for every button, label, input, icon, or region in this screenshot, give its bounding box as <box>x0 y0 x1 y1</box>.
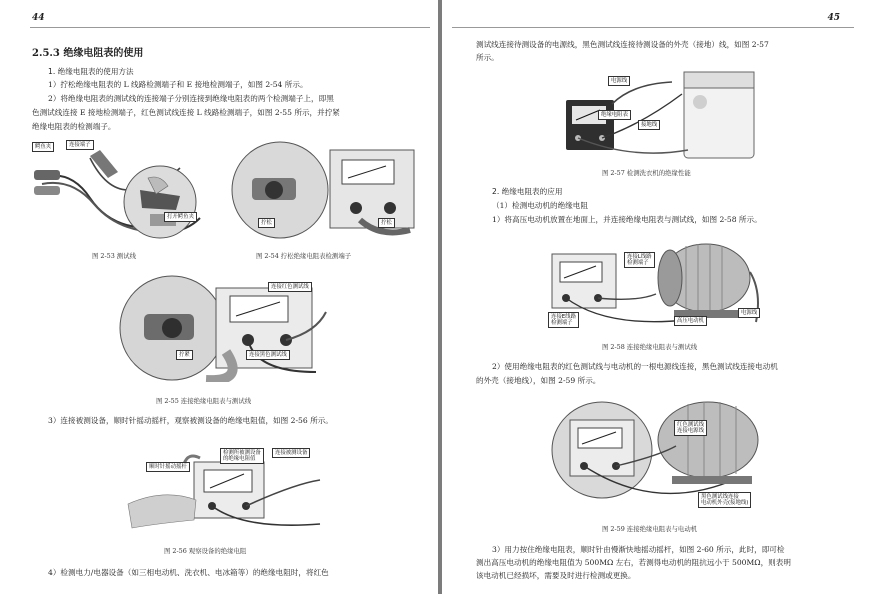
figure-loosen-terminals <box>230 138 426 242</box>
callout-red-lead: 连接红色测试线 <box>268 282 312 292</box>
callout-connector: 连接端子 <box>66 140 94 150</box>
page-number: 44 <box>32 13 45 23</box>
paragraph: 2）将绝缘电阻表的测试线的连接端子分别连接到绝缘电阻表的两个检测端子上，即黑 <box>48 94 334 103</box>
callout-loosen: 拧松 <box>378 218 395 228</box>
callout-l-terminal: 连接L线路 检测端子 <box>624 252 655 268</box>
callout-black-lead: 连接黑色测试线 <box>246 350 290 360</box>
callout-alligator-clip: 鳄鱼夹 <box>32 142 54 152</box>
callout-red-to-power: 红色测试线 连接电源线 <box>674 420 707 436</box>
figure-observe-resistance <box>124 444 328 532</box>
subheading: 2. 绝缘电阻表的应用 <box>492 187 563 196</box>
test-leads-illustration <box>30 138 216 242</box>
paragraph: 2）使用绝缘电阻表的红色测试线与电动机的一根电源线连接，黑色测试线连接电动机 <box>492 362 778 371</box>
callout-motor: 高压电动机 <box>674 316 707 326</box>
figure-caption: 图 2-57 检测洗衣机的绝缘性能 <box>602 169 691 177</box>
callout-tighten: 拧紧 <box>176 350 193 360</box>
paragraph: （1）检测电动机的绝缘电阻 <box>492 201 588 210</box>
figure-caption: 图 2-58 连接绝缘电阻表与测试线 <box>602 343 698 351</box>
washing-machine-illustration <box>552 64 770 164</box>
callout-e-terminal: 连接E线路 检测端子 <box>548 312 579 328</box>
paragraph: 色测试线连接 E 接地检测端子，红色测试线连接 L 线路检测端子，如图 2-55 所示，并拧紧 <box>32 108 340 117</box>
paragraph: 3）连接被测设备，顺时针摇动摇杆，观察被测设备的绝缘电阻值，如图 2-56 所示。 <box>48 416 333 425</box>
paragraph: 测出高压电动机的绝缘电阻值为 500MΩ 左右，若测得电动机的阻抗远小于 500MΩ，则表明 <box>476 558 791 567</box>
paragraph: 的外壳（接地线），如图 2-59 所示。 <box>476 376 601 385</box>
callout-open-clip: 打开鳄鱼夹 <box>164 212 197 222</box>
figure-caption: 图 2-55 连接绝缘电阻表与测试线 <box>156 397 252 405</box>
motor-megger-illustration <box>546 232 770 336</box>
callout-megger: 绝缘电阻表 <box>598 110 631 120</box>
header-rule <box>452 27 854 28</box>
figure-connect-motor <box>548 396 770 516</box>
callout-connect-device: 连接被测设备 <box>272 448 310 458</box>
figure-caption: 图 2-59 连接绝缘电阻表与电动机 <box>602 525 698 533</box>
section-heading: 2.5.3 绝缘电阻表的使用 <box>32 48 144 59</box>
subheading: 1. 绝缘电阻表的使用方法 <box>48 67 134 76</box>
figure-caption: 图 2-54 拧松绝缘电阻表检测端子 <box>256 252 352 260</box>
paragraph: 1）将高压电动机放置在地面上，并连接绝缘电阻表与测试线，如图 2-58 所示。 <box>492 215 762 224</box>
left-page <box>0 0 438 594</box>
paragraph: 3）用力按住绝缘电阻表，顺时针由慢渐快地摇动摇杆，如图 2-60 所示，此时，即可检 <box>492 545 785 554</box>
paragraph: 测试线连接待测设备的电源线，黑色测试线连接待测设备的外壳（接地）线，如图 2-57 <box>476 40 769 49</box>
figure-washing-machine <box>552 64 770 164</box>
paragraph: 4）检测电力/电器设备（如三相电动机、洗衣机、电冰箱等）的绝缘电阻时，将红色 <box>48 568 329 577</box>
figure-caption: 图 2-56 观察设备的绝缘电阻 <box>164 547 247 555</box>
paragraph: 所示。 <box>476 53 499 62</box>
page-number: 45 <box>827 13 840 23</box>
callout-loosen: 拧松 <box>258 218 275 228</box>
figure-caption: 图 2-53 测试线 <box>92 252 136 260</box>
figure-test-leads <box>30 138 216 242</box>
header-rule <box>30 27 430 28</box>
callout-power-cord: 电源线 <box>608 76 630 86</box>
paragraph: 该电动机已经损坏，需要及时进行检测或更换。 <box>476 571 636 580</box>
figure-motor-and-megger <box>546 232 770 336</box>
paragraph: 1）拧松绝缘电阻表的 L 线路检测端子和 E 接地检测端子，如图 2-54 所示。 <box>48 80 308 89</box>
callout-crank: 顺时针摇动摇杆 <box>146 462 190 472</box>
callout-power-cable: 电源线 <box>738 308 760 318</box>
right-page <box>442 0 880 594</box>
paragraph: 绝缘电阻表的检测端子。 <box>32 122 116 131</box>
callout-ground-wire: 接地线 <box>638 120 660 130</box>
figure-connect-leads <box>116 272 328 382</box>
callout-resistance-value: 检测所被测设备 的绝缘电阻值 <box>220 448 264 464</box>
callout-black-to-housing: 黑色测试线连接 电动机外壳(接地线) <box>698 492 751 508</box>
